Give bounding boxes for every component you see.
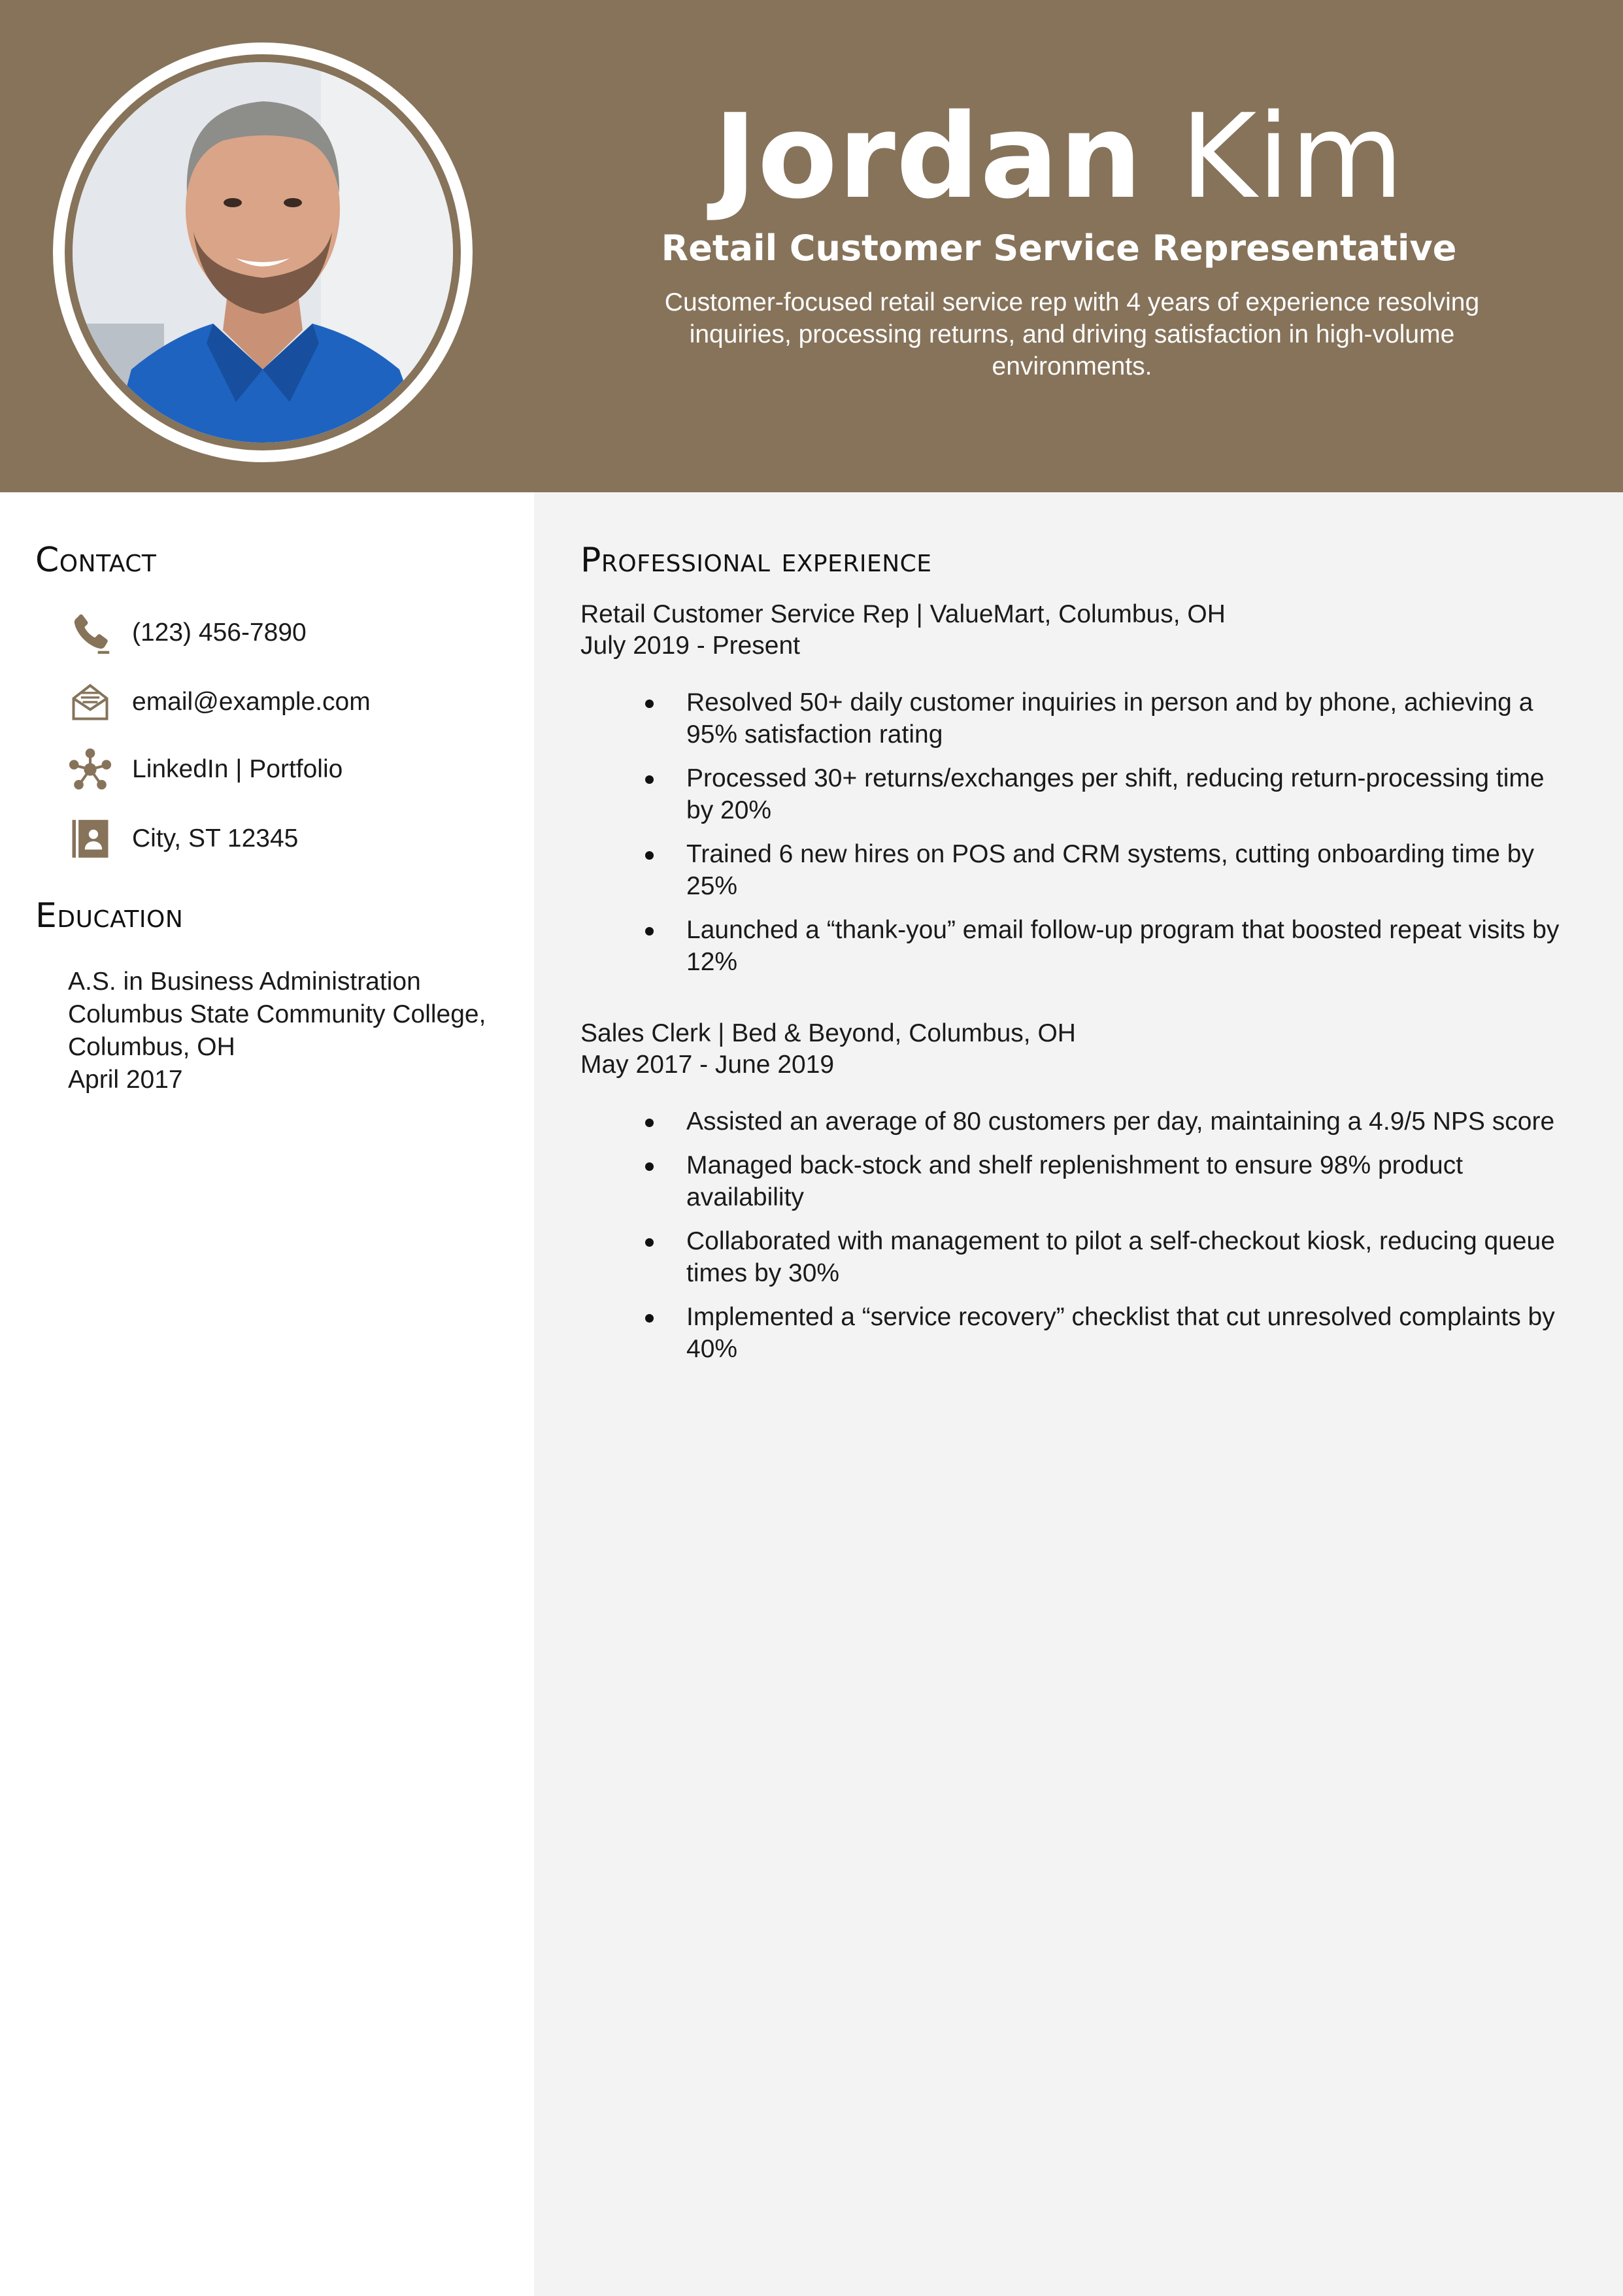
mail-icon	[65, 677, 115, 727]
experience-heading: Professional experience	[580, 541, 932, 580]
header-banner	[0, 0, 1623, 492]
contact-links-row	[65, 743, 343, 796]
profile-links: LinkedIn | Portfolio	[132, 755, 343, 783]
profile-summary: Customer-focused retail service rep with 4 years of experience resolving inquiries, processing returns, and driving satisfaction in high-volume environments.	[664, 288, 1480, 380]
education-entry	[68, 966, 486, 1096]
phone-icon	[65, 608, 115, 658]
first-name: Jordan	[713, 89, 1143, 224]
contact-email-row	[65, 676, 371, 728]
job-bullet: Collaborated with management to pilot a self-checkout kiosk, reducing queue times by 30%	[580, 1225, 1574, 1289]
job-bullet: Trained 6 new hires on POS and CRM systems, cutting onboarding time by 25%	[580, 838, 1574, 902]
job-bullet: Implemented a “service recovery” checklist that cut unresolved complaints by 40%	[580, 1301, 1574, 1365]
graduation-date: April 2017	[68, 1066, 183, 1094]
candidate-name	[654, 89, 1464, 224]
school-location: Columbus, OH	[68, 1033, 235, 1061]
job-bullets	[580, 686, 1574, 978]
job-entry	[580, 1018, 1574, 1377]
last-name: Kim	[1180, 89, 1405, 224]
location: City, ST 12345	[132, 824, 299, 853]
job-bullet: Launched a “thank-you” email follow-up program that boosted repeat visits by 12%	[580, 914, 1574, 978]
phone-number: (123) 456-7890	[132, 618, 307, 647]
job-role: Retail Customer Service Rep | ValueMart, Columbus, OH	[580, 600, 1226, 628]
job-role: Sales Clerk | Bed & Beyond, Columbus, OH	[580, 1019, 1076, 1047]
portrait-illustration	[73, 62, 453, 443]
job-title: Retail Customer Service Representative	[661, 228, 1457, 269]
job-entry	[580, 599, 1574, 990]
school-name: Columbus State Community College,	[68, 1000, 486, 1028]
job-dates: May 2017 - June 2019	[580, 1051, 835, 1079]
contact-phone-row	[65, 607, 307, 659]
contact-card-icon	[65, 814, 115, 864]
education-heading: Education	[35, 896, 184, 936]
job-bullet: Managed back-stock and shelf replenishment to ensure 98% product availability	[580, 1149, 1574, 1213]
job-bullet: Assisted an average of 80 customers per day, maintaining a 4.9/5 NPS score	[580, 1106, 1574, 1138]
network-icon	[65, 745, 115, 794]
contact-heading: Contact	[35, 541, 157, 580]
degree: A.S. in Business Administration	[68, 968, 421, 996]
profile-photo	[73, 62, 453, 443]
contact-location-row	[65, 813, 298, 865]
profile-photo-frame	[53, 42, 473, 462]
job-bullets	[580, 1106, 1574, 1365]
email-address: email@example.com	[132, 688, 371, 716]
job-bullet: Resolved 50+ daily customer inquiries in person and by phone, achieving a 95% satisfaction rating	[580, 686, 1574, 751]
job-dates: July 2019 - Present	[580, 632, 801, 660]
job-bullet: Processed 30+ returns/exchanges per shift, reducing return-processing time by 20%	[580, 762, 1574, 826]
